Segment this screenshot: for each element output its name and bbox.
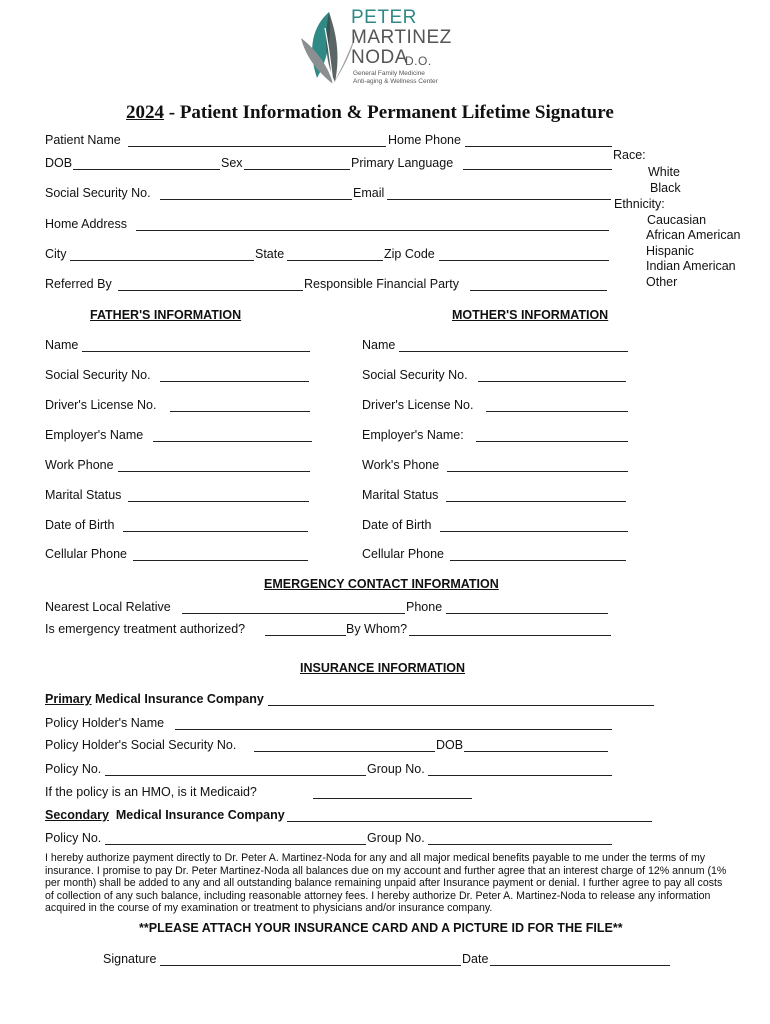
holder-name-label: Policy Holder's Name [45,716,165,730]
patient-name-field[interactable] [128,146,386,147]
mother-employer-label: Employer's Name: [362,428,464,442]
mother-dob-field[interactable] [440,531,628,532]
home-address-field[interactable] [136,230,609,231]
state-field[interactable] [287,260,383,261]
mother-name-label: Name [362,338,396,352]
secondary-insurance-field[interactable] [287,821,652,822]
holder-dob-field[interactable] [464,751,608,752]
dob-label: DOB [45,156,73,170]
secondary-insurance-label [45,808,285,822]
primary-insurance-text: Medical Insurance Company [91,692,264,706]
group-no-label: Group No. [367,762,425,776]
group-no-2-field[interactable] [428,844,612,845]
primary-insurance-label [45,692,264,706]
race-label: Race: [613,148,646,162]
dob-field[interactable] [73,169,220,170]
state-label: State [255,247,285,261]
home-address-label: Home Address [45,217,127,231]
city-field[interactable] [70,260,254,261]
ssn-field[interactable] [160,199,352,200]
policy-no-2-field[interactable] [105,844,366,845]
father-employer-label: Employer's Name [45,428,144,442]
sex-field[interactable] [244,169,350,170]
emergency-phone-label: Phone [406,600,443,614]
secondary-word: Secondary [45,808,109,822]
primary-word: Primary [45,692,92,706]
authorization-paragraph: I hereby authorize payment directly to Dr. Peter A. Martinez-Noda for any and all major medical benefits payable to me under the terms of my insurance. I promise to pay Dr. Peter Martinez-Noda all balances due on my account and further agree that an interest charge of 12% annum (1% per month) shall be added to any and all outstanding balance remaining unpaid after Insurance payment or denial. I further agree to pay all costs of collection of any such balance, including reasonable attorney fees. I hereby authorize Dr. Peter A. Martinez-Noda to release any information acquired in the course of my examination or treatment to physicians and/or insurance company. [45,852,727,915]
zip-label: Zip Code [384,247,435,261]
mother-license-field[interactable] [486,411,628,412]
practice-logo [295,6,465,92]
policy-no-field[interactable] [105,775,366,776]
group-no-field[interactable] [428,775,612,776]
responsible-party-label: Responsible Financial Party [304,277,459,291]
father-name-label: Name [45,338,79,352]
mother-ssn-label: Social Security No. [362,368,468,382]
attach-notice: **PLEASE ATTACH YOUR INSURANCE CARD AND A PICTURE ID FOR THE FILE** [139,921,623,935]
ethnicity-option-caucasian[interactable]: Caucasian [647,213,707,227]
treatment-authorized-label: Is emergency treatment authorized? [45,622,246,636]
mother-work-phone-label: Work's Phone [362,458,440,472]
mother-cell-label: Cellular Phone [362,547,444,561]
policy-no-2-label: Policy No. [45,831,102,845]
father-cell-label: Cellular Phone [45,547,127,561]
mother-marital-label: Marital Status [362,488,439,502]
responsible-party-field[interactable] [470,290,607,291]
mother-cell-field[interactable] [450,560,626,561]
ethnicity-label: Ethnicity: [614,197,665,211]
signature-label: Signature [103,952,157,966]
emergency-phone-field[interactable] [446,613,608,614]
logo-suffix: D.O. [405,54,432,68]
father-work-phone-label: Work Phone [45,458,114,472]
logo-line-noda: NODA [351,47,408,68]
mother-marital-field[interactable] [446,501,626,502]
referred-by-field[interactable] [118,290,303,291]
mother-work-phone-field[interactable] [447,471,628,472]
ethnicity-option-indian-american[interactable]: Indian American [646,259,736,273]
holder-ssn-field[interactable] [254,751,435,752]
mother-dob-label: Date of Birth [362,518,432,532]
signature-field[interactable] [160,965,461,966]
sex-label: Sex [221,156,243,170]
home-phone-field[interactable] [465,146,612,147]
primary-language-field[interactable] [463,169,612,170]
by-whom-field[interactable] [409,635,611,636]
father-ssn-field[interactable] [160,381,309,382]
father-name-field[interactable] [82,351,310,352]
father-marital-label: Marital Status [45,488,122,502]
holder-ssn-label: Policy Holder's Social Security No. [45,738,237,752]
ethnicity-option-african-american[interactable]: African American [646,228,741,242]
title-year: 2024 [126,102,164,123]
mother-heading: MOTHER'S INFORMATION [452,308,609,322]
primary-language-label: Primary Language [351,156,454,170]
home-phone-label: Home Phone [388,133,461,147]
page-title [126,102,614,124]
race-option-black[interactable]: Black [650,181,681,195]
secondary-insurance-text: Medical Insurance Company [108,808,285,822]
treatment-authorized-field[interactable] [265,635,346,636]
ethnicity-option-hispanic[interactable]: Hispanic [646,244,694,258]
patient-name-label: Patient Name [45,133,121,147]
nearest-relative-field[interactable] [182,613,405,614]
father-license-field[interactable] [170,411,310,412]
by-whom-label: By Whom? [346,622,408,636]
father-heading: FATHER'S INFORMATION [90,308,242,322]
holder-dob-label: DOB [436,738,464,752]
mother-name-field[interactable] [399,351,628,352]
group-no-2-label: Group No. [367,831,425,845]
father-dob-field[interactable] [123,531,308,532]
insurance-heading: INSURANCE INFORMATION [300,661,466,675]
referred-by-label: Referred By [45,277,112,291]
signature-date-label: Date [462,952,489,966]
policy-no-label: Policy No. [45,762,102,776]
logo-tagline-1: General Family Medicine [353,70,425,77]
father-dob-label: Date of Birth [45,518,115,532]
father-ssn-label: Social Security No. [45,368,151,382]
race-option-white[interactable]: White [648,165,680,179]
signature-date-field[interactable] [490,965,670,966]
hmo-medicaid-label: If the policy is an HMO, is it Medicaid? [45,785,257,799]
email-field[interactable] [387,199,611,200]
mother-employer-field[interactable] [476,441,628,442]
nearest-relative-label: Nearest Local Relative [45,600,171,614]
father-license-label: Driver's License No. [45,398,157,412]
zip-field[interactable] [439,260,609,261]
ethnicity-option-other[interactable]: Other [646,275,678,289]
father-employer-field[interactable] [153,441,312,442]
holder-name-field[interactable] [175,729,612,730]
logo-tagline-2: Anti-aging & Wellness Center [353,78,438,85]
father-work-phone-field[interactable] [118,471,310,472]
city-label: City [45,247,67,261]
email-label: Email [353,186,385,200]
father-marital-field[interactable] [128,501,309,502]
father-cell-field[interactable] [133,560,308,561]
logo-line-peter: PETER [351,7,417,28]
mother-ssn-field[interactable] [478,381,626,382]
primary-insurance-field[interactable] [268,705,654,706]
hmo-medicaid-field[interactable] [313,798,472,799]
ssn-label: Social Security No. [45,186,151,200]
emergency-heading: EMERGENCY CONTACT INFORMATION [264,577,499,591]
mother-license-label: Driver's License No. [362,398,474,412]
title-text: - Patient Information & Permanent Lifetime Signature [164,102,614,123]
logo-line-martinez: MARTINEZ [351,27,452,48]
